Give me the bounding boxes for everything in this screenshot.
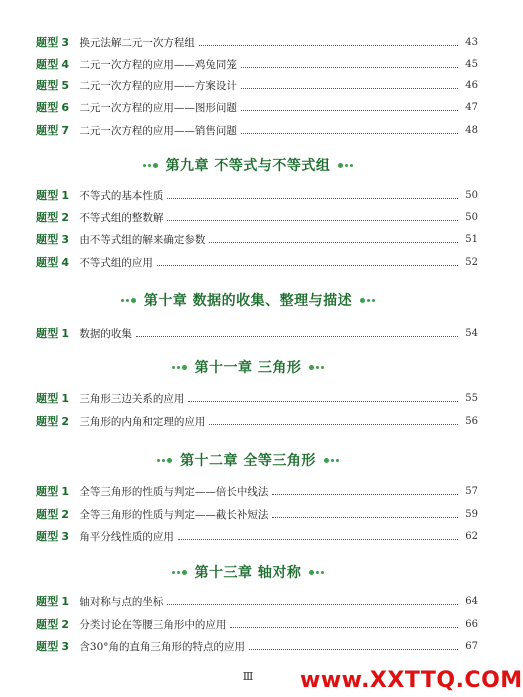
entry-title: 二元一次方程的应用——鸡兔同笼	[79, 58, 237, 71]
page-number: 57	[465, 485, 478, 497]
entry-title: 二元一次方程的应用——图形问题	[79, 101, 237, 114]
type-number: 3	[61, 35, 70, 49]
dot-leader	[272, 516, 458, 518]
dot-leader	[167, 603, 458, 605]
toc-entry[interactable]	[36, 209, 478, 225]
dot-leader	[241, 132, 458, 134]
dot-leader	[199, 44, 458, 46]
toc-entry[interactable]	[36, 99, 478, 115]
page-number: 66	[465, 618, 478, 630]
type-number: 2	[61, 414, 70, 428]
page-number: 54	[465, 327, 478, 339]
toc-entry[interactable]	[36, 506, 478, 522]
entry-title: 角平分线性质的应用	[79, 530, 174, 543]
type-number: 1	[61, 188, 70, 202]
toc-entry[interactable]	[36, 528, 478, 544]
chapter-decoration-icon	[172, 365, 187, 370]
type-tag: 题型	[36, 415, 59, 428]
type-number: 2	[61, 210, 70, 224]
toc-entry[interactable]	[36, 593, 478, 609]
chapter-decoration-icon	[121, 298, 136, 303]
type-tag: 题型	[36, 211, 59, 224]
dot-leader	[230, 626, 458, 628]
entry-title: 换元法解二元一次方程组	[79, 36, 195, 49]
dot-leader	[136, 335, 458, 337]
entry-title: 数据的收集	[79, 327, 132, 340]
toc-entry[interactable]	[36, 483, 478, 499]
type-tag: 题型	[36, 256, 59, 269]
toc-entry[interactable]	[36, 77, 478, 93]
type-number: 3	[61, 232, 70, 246]
page-number: 45	[465, 58, 478, 70]
type-tag: 题型	[36, 618, 59, 631]
chapter-decoration-icon	[172, 570, 187, 575]
page-number: 46	[465, 79, 478, 91]
type-tag: 题型	[36, 58, 59, 71]
chapter-heading	[0, 357, 496, 377]
toc-entry[interactable]	[36, 390, 478, 406]
entry-title: 分类讨论在等腰三角形中的应用	[79, 618, 227, 631]
type-number: 6	[61, 100, 70, 114]
dot-leader	[241, 66, 458, 68]
entry-title: 含30°角的直角三角形的特点的应用	[79, 640, 246, 653]
chapter-decoration-icon	[324, 458, 339, 463]
type-number: 3	[61, 639, 70, 653]
type-number: 1	[61, 391, 70, 405]
type-number: 4	[61, 255, 70, 269]
dot-leader	[272, 493, 458, 495]
page-number: 62	[465, 530, 478, 542]
dot-leader	[249, 648, 458, 650]
type-number: 7	[61, 123, 70, 137]
chapter-title: 第十三章 轴对称	[194, 565, 302, 581]
entry-title: 二元一次方程的应用——方案设计	[79, 79, 237, 92]
type-tag: 题型	[36, 595, 59, 608]
type-number: 1	[61, 326, 70, 340]
type-tag: 题型	[36, 327, 59, 340]
toc-entry[interactable]	[36, 231, 478, 247]
entry-title: 轴对称与点的坐标	[79, 595, 164, 608]
chapter-heading	[0, 450, 496, 470]
type-tag: 题型	[36, 508, 59, 521]
dot-leader	[167, 197, 458, 199]
chapter-decoration-icon	[157, 458, 172, 463]
chapter-decoration-icon	[360, 298, 375, 303]
entry-title: 由不等式组的解来确定参数	[79, 233, 206, 246]
toc-entry[interactable]	[36, 325, 478, 341]
page-number: 50	[465, 211, 478, 223]
page-number: 64	[465, 595, 478, 607]
type-tag: 题型	[36, 530, 59, 543]
chapter-title: 第十二章 全等三角形	[180, 453, 316, 469]
page-number: 56	[465, 415, 478, 427]
type-tag: 题型	[36, 640, 59, 653]
chapter-heading	[0, 562, 496, 582]
dot-leader	[157, 264, 458, 266]
dot-leader	[178, 538, 458, 540]
page-number: 43	[465, 36, 478, 48]
page-number: 50	[465, 189, 478, 201]
entry-title: 不等式的基本性质	[79, 189, 164, 202]
chapter-decoration-icon	[309, 365, 324, 370]
type-tag: 题型	[36, 233, 59, 246]
dot-leader	[241, 87, 458, 89]
type-tag: 题型	[36, 485, 59, 498]
chapter-title: 第九章 不等式与不等式组	[165, 158, 331, 174]
toc-entry[interactable]	[36, 56, 478, 72]
toc-entry[interactable]	[36, 616, 478, 632]
dot-leader	[209, 423, 458, 425]
page-number: 47	[465, 101, 478, 113]
entry-title: 不等式组的整数解	[79, 211, 164, 224]
dot-leader	[167, 219, 458, 221]
page-number: 52	[465, 256, 478, 268]
chapter-title: 第十章 数据的收集、整理与描述	[143, 293, 353, 309]
chapter-title: 第十一章 三角形	[194, 360, 302, 376]
toc-entry[interactable]	[36, 413, 478, 429]
type-number: 2	[61, 617, 70, 631]
type-tag: 题型	[36, 36, 59, 49]
page-number: 59	[465, 508, 478, 520]
page-number: 67	[465, 640, 478, 652]
type-number: 1	[61, 594, 70, 608]
toc-entry[interactable]	[36, 638, 478, 654]
type-tag: 题型	[36, 124, 59, 137]
toc-entry[interactable]	[36, 122, 478, 138]
type-tag: 题型	[36, 189, 59, 202]
type-number: 5	[61, 78, 70, 92]
entry-title: 全等三角形的性质与判定——倍长中线法	[79, 485, 269, 498]
type-number: 2	[61, 507, 70, 521]
type-number: 3	[61, 529, 70, 543]
chapter-heading	[0, 290, 496, 310]
entry-title: 三角形的内角和定理的应用	[79, 415, 206, 428]
entry-title: 三角形三边关系的应用	[79, 392, 185, 405]
type-number: 1	[61, 484, 70, 498]
dot-leader	[209, 241, 458, 243]
type-tag: 题型	[36, 79, 59, 92]
toc-entry[interactable]	[36, 34, 478, 50]
entry-title: 全等三角形的性质与判定——截长补短法	[79, 508, 269, 521]
chapter-decoration-icon	[143, 163, 158, 168]
entry-title: 二元一次方程的应用——销售问题	[79, 124, 237, 137]
dot-leader	[241, 109, 458, 111]
type-tag: 题型	[36, 392, 59, 405]
page-folio: Ⅲ	[242, 670, 254, 683]
page-number: 55	[465, 392, 478, 404]
chapter-decoration-icon	[338, 163, 353, 168]
page-number: 48	[465, 124, 478, 136]
toc-entry[interactable]	[36, 254, 478, 270]
chapter-decoration-icon	[309, 570, 324, 575]
page-number: 51	[465, 233, 478, 245]
type-number: 4	[61, 57, 70, 71]
chapter-heading	[0, 155, 496, 175]
type-tag: 题型	[36, 101, 59, 114]
dot-leader	[188, 400, 458, 402]
watermark: www.XXTTQ.COM	[300, 668, 523, 693]
entry-title: 不等式组的应用	[79, 256, 153, 269]
toc-entry[interactable]	[36, 187, 478, 203]
